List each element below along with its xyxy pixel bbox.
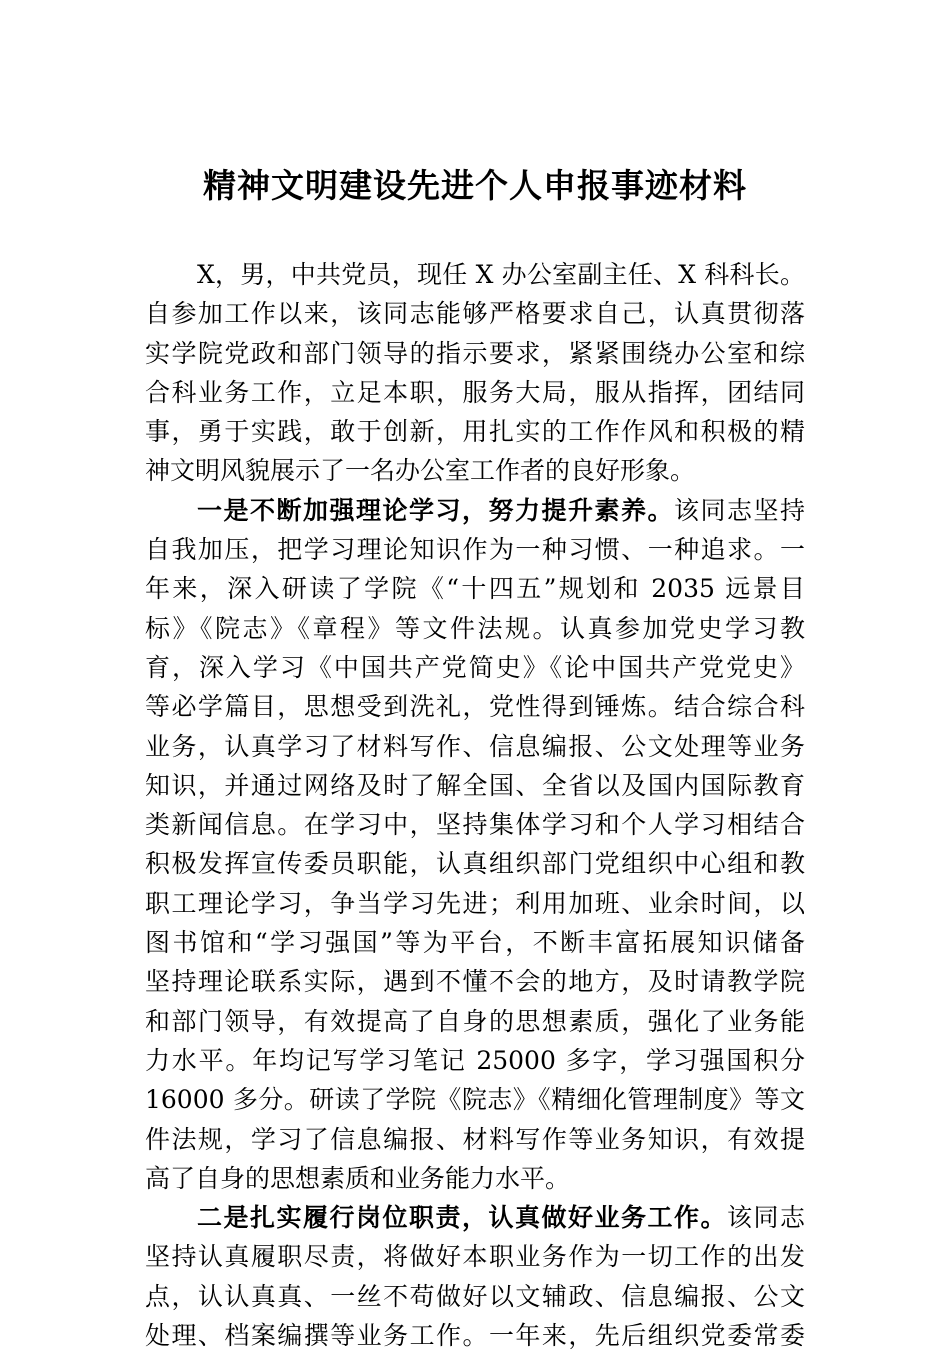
intro-paragraph (145, 255, 805, 491)
section2-lead: 二是扎实履行岗位职责，认真做好业务工作。 (197, 1203, 727, 1233)
intro-line: 神文明风貌展示了一名办公室工作者的良好形象。 (145, 456, 696, 486)
intro-line: 自参加工作以来，该同志能够严格要求自己，认真贯彻落 (145, 299, 805, 329)
section1-line: 图书馆和“学习强国”等为平台，不断丰富拓展知识储备 (145, 928, 805, 958)
section1-line: 和部门领导，有效提高了自身的思想素质，强化了业务能 (145, 1006, 805, 1036)
section1-line: 件法规，学习了信息编报、材料写作等业务知识，有效提 (145, 1124, 805, 1154)
section1-line: 力水平。年均记写学习笔记 25000 多字，学习强国积分 (145, 1045, 805, 1075)
section1-line: 标》《院志》《章程》等文件法规。认真参加党史学习教 (145, 613, 805, 643)
section1-line: 坚持理论联系实际，遇到不懂不会的地方，及时请教学院 (145, 967, 805, 997)
section2-line: 坚持认真履职尽责，将做好本职业务作为一切工作的出发 (145, 1242, 805, 1272)
section2-line: 处理、档案编撰等业务工作。一年来，先后组织党委常委 (145, 1321, 805, 1351)
section1-paragraph (145, 491, 805, 1198)
section1-first-line-rest: 该同志坚持 (673, 495, 805, 525)
intro-line: 实学院党政和部门领导的指示要求，紧紧围绕办公室和综 (145, 338, 805, 368)
document-title: 精神文明建设先进个人申报事迹材料 (203, 166, 747, 205)
section1-line: 16000 多分。研读了学院《院志》《精细化管理制度》等文 (145, 1085, 805, 1115)
section1-line: 育，深入学习《中国共产党简史》《论中国共产党党史》 (145, 652, 805, 682)
section1-first-line (145, 491, 805, 530)
section1-line: 知识，并通过网络及时了解全国、全省以及国内国际教育 (145, 770, 805, 800)
section1-line: 高了自身的思想素质和业务能力水平。 (145, 1163, 571, 1193)
intro-line: 合科业务工作，立足本职，服务大局，服从指挥，团结同 (145, 377, 805, 407)
section1-line: 等必学篇目，思想受到洗礼，党性得到锤炼。结合综合科 (145, 692, 805, 722)
section2-paragraph (145, 1198, 805, 1355)
section1-line: 职工理论学习，争当学习先进；利用加班、业余时间，以 (145, 888, 805, 918)
intro-line: 事，勇于实践，敢于创新，用扎实的工作作风和积极的精 (145, 417, 805, 447)
section1-line: 年来，深入研读了学院《“十四五”规划和 2035 远景目 (145, 574, 805, 604)
section1-lead: 一是不断加强理论学习，努力提升素养。 (197, 495, 674, 525)
section1-line: 业务，认真学习了材料写作、信息编报、公文处理等业务 (145, 731, 805, 761)
section1-line: 类新闻信息。在学习中，坚持集体学习和个人学习相结合 (145, 810, 805, 840)
section2-first-line-rest: 该同志 (726, 1203, 805, 1233)
section1-line: 自我加压，把学习理论知识作为一种习惯、一种追求。一 (145, 535, 805, 565)
section2-line: 点，认认真真、一丝不苟做好以文辅政、信息编报、公文 (145, 1281, 805, 1311)
section1-line: 积极发挥宣传委员职能，认真组织部门党组织中心组和教 (145, 849, 805, 879)
document-body (145, 255, 805, 1355)
section2-first-line (145, 1198, 805, 1237)
intro-line: X，男，中共党员，现任 X 办公室副主任、X 科科长。 (197, 260, 805, 289)
